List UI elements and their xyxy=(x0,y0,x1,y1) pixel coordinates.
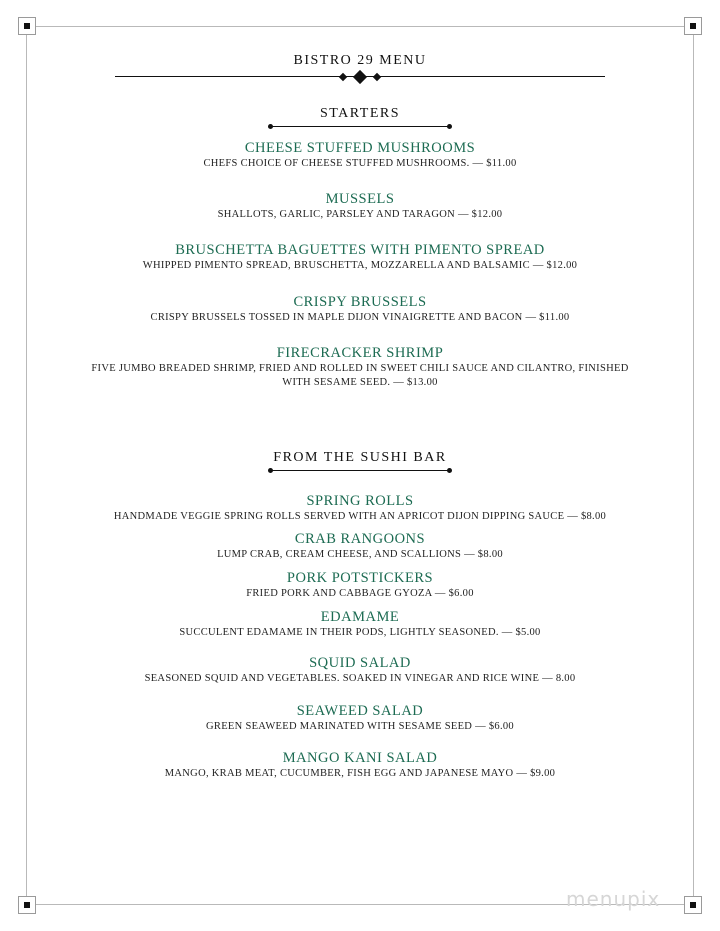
menu-item-name: CRAB RANGOONS xyxy=(294,531,426,547)
menu-item-description: FIVE JUMBO BREADED SHRIMP, FRIED AND ROLLED IN SWEET CHILI SAUCE AND CILANTRO, FINISHED WITH SESAME SEED. — $13.00 xyxy=(91,363,629,388)
menu-item-mussels xyxy=(60,191,660,222)
title-divider-diamond-left xyxy=(339,73,347,81)
menu-item-cheese-stuffed-mushrooms xyxy=(60,140,660,171)
title-divider-diamond-center xyxy=(353,70,367,84)
menu-item-name: BRUSCHETTA BAGUETTES WITH PIMENTO SPREAD xyxy=(175,242,545,258)
menu-item-name: EDAMAME xyxy=(320,609,400,625)
menu-item-description: FRIED PORK AND CABBAGE GYOZA — $6.00 xyxy=(246,588,474,599)
section-heading-starters: STARTERS xyxy=(319,106,401,121)
corner-ornament-top-left xyxy=(18,17,36,35)
corner-ornament-bottom-left xyxy=(18,896,36,914)
menu-item-seaweed-salad xyxy=(60,703,660,734)
corner-ornament-bottom-right xyxy=(684,896,702,914)
menu-item-squid-salad xyxy=(60,655,660,686)
section-divider-line xyxy=(270,470,450,471)
corner-ornament-top-right xyxy=(684,17,702,35)
menu-item-crab-rangoons xyxy=(60,531,660,562)
section-divider-line xyxy=(270,126,450,127)
menu-item-name: SQUID SALAD xyxy=(309,655,411,671)
menu-item-pork-potstickers xyxy=(60,570,660,601)
menu-item-description: CHEFS CHOICE OF CHEESE STUFFED MUSHROOMS. — $11.00 xyxy=(203,158,517,169)
menu-item-description: CRISPY BRUSSELS TOSSED IN MAPLE DIJON VINAIGRETTE AND BACON — $11.00 xyxy=(150,312,570,323)
title-divider-diamond-right xyxy=(373,73,381,81)
section-divider-dot-right xyxy=(447,468,452,473)
menu-item-name: SEAWEED SALAD xyxy=(296,703,424,719)
section-heading-sushi-bar: FROM THE SUSHI BAR xyxy=(273,450,447,465)
menu-item-description: HANDMADE VEGGIE SPRING ROLLS SERVED WITH AN APRICOT DIJON DIPPING SAUCE — $8.00 xyxy=(113,511,607,522)
menu-item-description: SUCCULENT EDAMAME IN THEIR PODS, LIGHTLY SEASONED. — $5.00 xyxy=(179,627,541,638)
frame-top-line xyxy=(27,26,693,27)
menu-item-name: SPRING ROLLS xyxy=(306,493,414,509)
section-divider-dot-right xyxy=(447,124,452,129)
menu-item-name: CHEESE STUFFED MUSHROOMS xyxy=(244,140,476,156)
menu-item-spring-rolls xyxy=(60,493,660,524)
menu-item-firecracker-shrimp xyxy=(85,345,635,389)
section-divider-dot-left xyxy=(268,124,273,129)
menu-item-name: MANGO KANI SALAD xyxy=(282,750,438,766)
section-divider-dot-left xyxy=(268,468,273,473)
menu-item-bruschetta-baguettes xyxy=(60,242,660,273)
menu-item-mango-kani-salad xyxy=(60,750,660,781)
menu-item-description: WHIPPED PIMENTO SPREAD, BRUSCHETTA, MOZZARELLA AND BALSAMIC — $12.00 xyxy=(142,260,578,271)
menu-item-name: PORK POTSTICKERS xyxy=(286,570,434,586)
menu-item-description: MANGO, KRAB MEAT, CUCUMBER, FISH EGG AND JAPANESE MAYO — $9.00 xyxy=(164,768,556,779)
page-title: BISTRO 29 MENU xyxy=(293,53,427,68)
menu-item-edamame xyxy=(60,609,660,640)
menu-item-description: LUMP CRAB, CREAM CHEESE, AND SCALLIONS — $8.00 xyxy=(217,549,503,560)
menu-item-description: SEASONED SQUID AND VEGETABLES. SOAKED IN VINEGAR AND RICE WINE — 8.00 xyxy=(144,673,576,684)
menu-item-name: MUSSELS xyxy=(325,191,395,207)
menu-item-description: GREEN SEAWEED MARINATED WITH SESAME SEED — $6.00 xyxy=(206,721,514,732)
menu-item-crispy-brussels xyxy=(60,294,660,325)
menu-item-description: SHALLOTS, GARLIC, PARSLEY AND TARAGON — $12.00 xyxy=(217,209,503,220)
menu-item-name: CRISPY BRUSSELS xyxy=(293,294,427,310)
menu-item-name: FIRECRACKER SHRIMP xyxy=(276,345,444,361)
watermark-logo: menupix xyxy=(566,887,661,911)
